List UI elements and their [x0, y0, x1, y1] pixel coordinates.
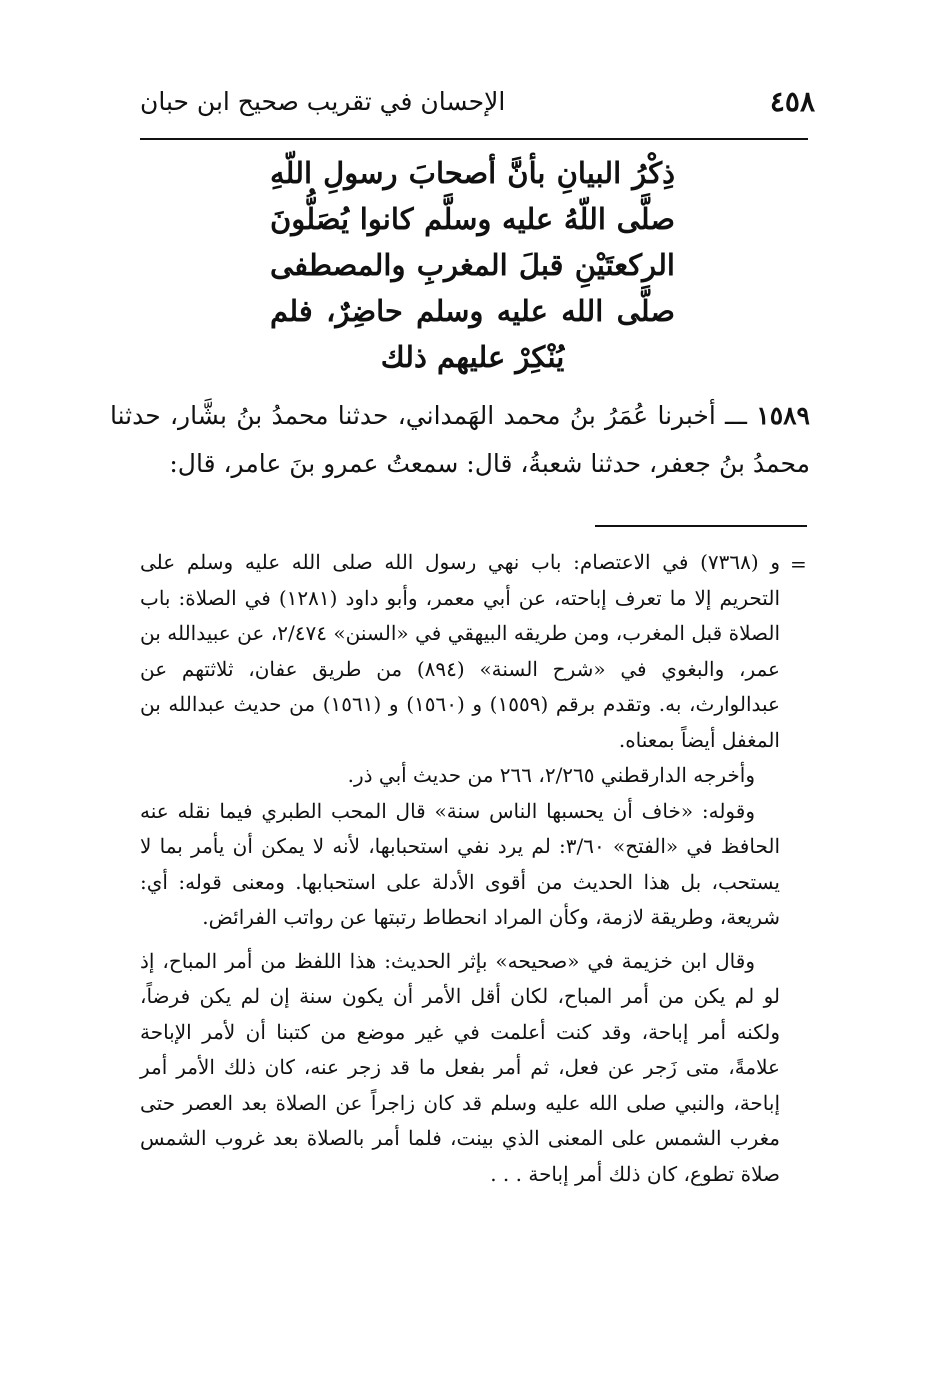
footnote-continuation-mark: = — [790, 552, 807, 576]
footnote-paragraph: و (٧٣٦٨) في الاعتصام: باب نهي رسول الله صلى الله عليه وسلم على التحريم إلا ما تعرف إباحته، عن أبي معمر، وأبو داود (١٢٨١) في الصلاة: باب الصلاة قبل المغرب، ومن طريقه البيهقي في «السنن» ٢/٤٧٤، عن عبيدالله بن عمر، والبغوي في «شرح السنة» (٨٩٤) من طريق عفان، ثلاثتهم عن عبدالوارث، به. وتقدم برقم (١٥٥٩) و (١٥٦٠) و (١٥٦١) من حديث عبدالله بن المغفل أيضاً بمعناه. — [140, 550, 780, 752]
footnote-paragraph: وقال ابن خزيمة في «صحيحه» بإثر الحديث: هذا اللفظ من أمر المباح، إذ لو لم يكن من أمر المباح، لكان أقل الأمر أن يكون سنة إن لم يكن فرضاً، ولكنه أمر إباحة، وقد كنت أعلمت في غير موضع من كتبنا أن لأمر الإباحة علامةً، متى زَجر عن فعل، ثم أمر بفعل ما قد زجر عنه، كان ذلك الأمر أمر إباحة، والنبي صلى الله عليه وسلم قد كان زاجراً عن الصلاة بعد العصر حتى مغرب الشمس على المعنى الذي بينت، فلما أمر بالصلاة بعد غروب الشمس صلاة تطوع، كان ذلك أمر إباحة . . . — [140, 948, 780, 1186]
footnote-paragraph: وقوله: «خاف أن يحسبها الناس سنة» قال المحب الطبري فيما نقله عنه الحافظ في «الفتح» ٣/٦٠: لم يرد نفي استحبابها، لأنه لا يمكن أن يأمر بما لا يستحب، بل هذا الحديث من أقوى الأدلة على استحبابها. ومعنى قوله: أي: شريعة، وطريقة لازمة، وكأن المراد انحطاط رتبتها عن رواتب الفرائض. — [140, 798, 781, 929]
hadith-paragraph — [110, 392, 810, 488]
hadith-separator: ـــ — [725, 401, 748, 430]
page-number: ٤٥٨ — [769, 85, 815, 118]
hadith-text: أخبرنا عُمَرُ بنُ محمد الهَمداني، حدثنا محمدُ بنُ بشَّار، حدثنا محمدُ بنُ جعفر، حدثنا شعبةُ، قال: سمعتُ عمرو بنَ عامر، قال: — [110, 401, 810, 478]
header-rule — [140, 138, 808, 140]
footnote-rule — [595, 525, 807, 527]
running-title: الإحسان في تقريب صحيح ابن حبان — [140, 87, 506, 116]
chapter-heading: ذِكْرُ البيانِ بأنَّ أصحابَ رسولِ اللّهِ صلَّى اللّهُ عليه وسلَّم كانوا يُصَلُّونَ الركعتَيْنِ قبلَ المغربِ والمصطفى صلَّى الله عليه وسلم حاضِرٌ، فلم يُنْكِرْ عليهم ذلك — [270, 156, 675, 374]
footnotes — [140, 545, 780, 1200]
page-header — [140, 80, 815, 130]
footnote-paragraph: وأخرجه الدارقطني ٢/٢٦٥، ٢٦٦ من حديث أبي ذر. — [347, 763, 755, 787]
hadith-number: ١٥٨٩ — [756, 401, 810, 430]
